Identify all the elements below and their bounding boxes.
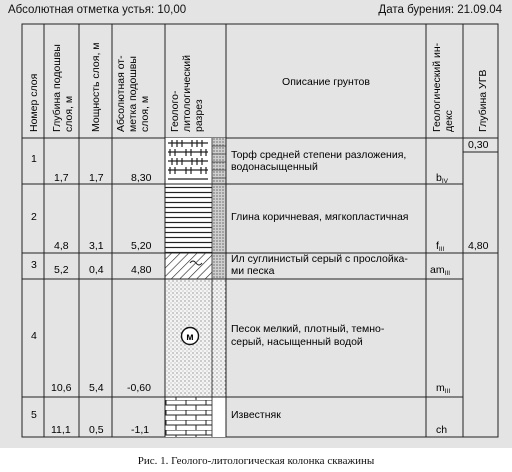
layer-no: 1 — [31, 153, 37, 165]
col-description: Описание грунтов — [282, 76, 370, 88]
section-layer-2-clay — [165, 184, 226, 253]
col-elev-line1: Абсолютная от- — [115, 55, 127, 132]
layer-elev: -0,60 — [127, 382, 151, 394]
layer-row-3 — [31, 253, 450, 277]
section-layer-5-limestone — [165, 397, 226, 437]
layer-index: ch — [436, 424, 448, 436]
layer-row-5 — [31, 409, 447, 436]
layer-no: 4 — [31, 330, 37, 342]
layer-desc-line1: Глина коричневая, мягкопластичная — [231, 211, 409, 223]
col-elev-line3: слоя, м — [139, 95, 151, 132]
col-thickness: Мощность слоя, м — [90, 42, 102, 132]
layer-depth: 11,1 — [51, 424, 71, 436]
layer-row-1 — [31, 149, 449, 185]
col-elev-line2: метка подошвы — [127, 56, 139, 132]
layer-index: mIII — [436, 382, 451, 395]
drilling-date: Дата бурения: 21.09.04 — [378, 4, 502, 16]
wellhead-elevation: Абсолютная отметка устья: 10,00 — [8, 4, 187, 16]
section-layer-4-sand — [165, 279, 226, 397]
layer-desc-line1: Песок мелкий, плотный, темно- — [231, 323, 385, 335]
section-layer-3-silt — [165, 253, 226, 279]
layer-thickness: 0,4 — [89, 264, 104, 276]
layer-desc-line1: Торф средней степени разложения, — [231, 149, 407, 161]
layer-no: 3 — [31, 259, 37, 271]
col-depth-line1: Глубина подошвы — [51, 44, 63, 132]
figure-caption: Рис. 1. Геолого-литологическая колонка скважины — [137, 455, 375, 467]
col-section-line1: Геолого- — [169, 90, 181, 132]
layer-row-4 — [31, 323, 450, 395]
section-layer-1-peat — [165, 138, 226, 184]
layer-index: fIII — [436, 240, 445, 253]
layer-elev: 4,80 — [131, 264, 152, 276]
col-index-line2: декс — [443, 110, 455, 132]
groundwater-bottom: 4,80 — [468, 240, 489, 252]
col-layer-no: Номер слоя — [28, 73, 40, 132]
layer-no: 5 — [31, 409, 37, 421]
col-section-line2: литологический — [181, 55, 193, 132]
layer-no: 2 — [31, 211, 37, 223]
layer-desc-line2: водонасыщенный — [231, 161, 318, 173]
layer-desc-line2: ми песка — [231, 265, 275, 277]
layer-row-2 — [31, 211, 445, 253]
layer-desc-line2: серый, насыщенный водой — [231, 336, 363, 348]
sand-marine-marker: м — [186, 332, 194, 343]
layer-depth: 5,2 — [54, 264, 69, 276]
layer-index: amIII — [430, 264, 451, 277]
col-index-line1: Геологический ин- — [431, 42, 443, 132]
layer-desc-line1: Ил суглинистый серый с прослойка- — [231, 253, 408, 265]
layer-thickness: 3,1 — [89, 240, 104, 252]
col-gw-depth: Глубина УГВ — [477, 69, 489, 132]
col-section-line3: разрез — [193, 99, 205, 132]
layer-desc-line1: Известняк — [231, 409, 281, 421]
groundwater-top: 0,30 — [468, 139, 489, 151]
layer-index: bIV — [436, 172, 448, 185]
layer-depth: 1,7 — [54, 172, 69, 184]
layer-elev: 8,30 — [131, 172, 152, 184]
layer-thickness: 1,7 — [89, 172, 104, 184]
layer-thickness: 5,4 — [89, 382, 104, 394]
col-depth-line2: слоя, м — [63, 95, 75, 132]
layer-thickness: 0,5 — [89, 424, 104, 436]
layer-depth: 4,8 — [54, 240, 69, 252]
layer-elev: -1,1 — [131, 424, 150, 436]
layer-elev: 5,20 — [131, 240, 152, 252]
layer-depth: 10,6 — [51, 382, 72, 394]
